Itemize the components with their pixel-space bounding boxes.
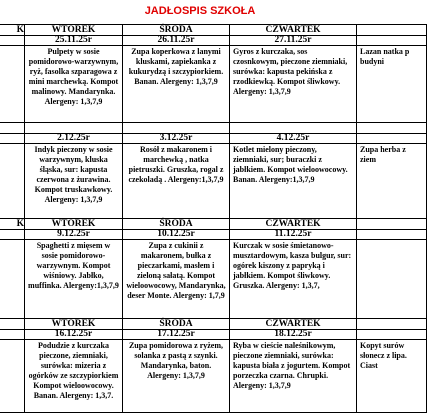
meal-cell [0,340,25,413]
day-name-cell: ŚRODA [123,219,230,230]
meal-description: Lazan natka p budyni [360,47,410,66]
day-name-cell [357,25,427,36]
meal-row [0,240,427,319]
date-cell: 17.12.25r [123,330,230,340]
meal-cell [0,46,25,123]
date-cell: 16.12.25r [25,330,123,340]
day-header-row [0,219,427,230]
meal-row [0,46,427,123]
meal-description [0,340,24,342]
meal-description [357,240,426,242]
meal-cell [230,46,357,123]
day-name-cell: CZWARTEK [230,319,357,330]
day-name-cell: CZWARTEK [230,219,357,230]
date-cell: 18.12.25r [230,330,357,340]
date-cell [357,134,427,144]
meal-cell [357,240,427,319]
meal-description [0,144,24,146]
day-name-cell [357,123,427,134]
date-cell: 26.11.25r [123,36,230,46]
meal-description: Ryba w cieście naleśnikowym, pieczone ziemniaki, surówka: kapusta biała z jogurtem. Kompot porzeczka czarna. Chrupki. Alergeny: 1,3,7,9 [233,341,351,390]
meal-description: Pulpety w sosie pomidorowo-warzywnym, ryż, fasolka szparagowa z mini marchewką. Kompot malinowy. Mandarynka. Alergeny: 1,3,7,9 [28,47,119,106]
date-cell [0,330,25,340]
day-name-cell [123,123,230,134]
meal-cell [25,46,123,123]
meal-cell [230,340,357,413]
meal-description: Kopyt surów słonecz z lipa. Ciast [360,341,407,370]
meal-description: Indyk pieczony w sosie warzywnym, kluska śląska, sur: kapusta czerwona z żurawina. Kompot truskawkowy. Alergeny: 1,3,7,9 [34,145,113,204]
day-name-cell: ŚRODA [123,25,230,36]
meal-cell [230,144,357,219]
day-name-cell [230,123,357,134]
meal-row [0,144,427,219]
date-cell: 10.12.25r [123,230,230,240]
meal-description: Rosół z makaronem i marchewką , natka pietruszki. Gruszka, rogal z czekoladą . Alergeny:1,3,7,9 [128,145,224,184]
day-name-cell: K [0,25,25,36]
meal-cell [25,240,123,319]
meal-cell [357,144,427,219]
date-cell [0,134,25,144]
menu-table [0,24,427,413]
meal-description [0,46,24,48]
page-title: JADŁOSPIS SZKOŁA [144,5,256,17]
day-header-row [0,25,427,36]
meal-description: Kotlet mielony pieczony, ziemniaki, sur; buraczki z jabłkiem. Kompot wieloowocowy. Banan. Alergeny:1,3,7,9 [233,145,348,184]
meal-cell [123,144,230,219]
date-cell [357,36,427,46]
meal-row [0,340,427,413]
date-row [0,230,427,240]
date-cell [0,36,25,46]
day-name-cell: WTOREK [25,25,123,36]
day-name-cell [0,319,25,330]
meal-cell [25,144,123,219]
meal-cell [357,46,427,123]
meal-cell [0,144,25,219]
date-row [0,36,427,46]
day-name-cell: WTOREK [25,219,123,230]
meal-description: Gyros z kurczaka, sos czosnkowym, pieczone ziemniaki, surówka: kapusta pekińska z rzodkiewką. Kompot śliwkowy. Alergeny: 1,3,7,9 [233,47,348,96]
meal-description: Zupa z cukinii z makaronem, bułka z pieczarkami, masłem i zieloną sałatą. Kompot wieloowocowy, Mandarynka, deser Monte. Alergeny: 1,7,9 [126,241,226,300]
day-name-cell [357,319,427,330]
date-row [0,330,427,340]
meal-cell [357,340,427,413]
date-cell [357,330,427,340]
day-header-row [0,123,427,134]
meal-cell [230,240,357,319]
meal-cell [123,240,230,319]
meal-cell [25,340,123,413]
meal-description: Kurczak w sosie śmietanowo-musztardowym, kasza bulgur, sur: ogórek kiszony z papryką i jabłkiem. Kompot śliwkowy. Gruszka. Alergeny: 1,3,7, [233,241,352,290]
day-name-cell: K [0,219,25,230]
meal-description: Zupa koperkowa z lanymi kluskami, zapiekanka z kukurydzą i szczypiorkiem. Banan. Alergeny: 1,3,7,9 [128,47,224,86]
date-cell: 4.12.25r [230,134,357,144]
day-header-row [0,319,427,330]
date-cell [0,230,25,240]
date-cell [357,230,427,240]
meal-cell [123,340,230,413]
meal-cell [0,240,25,319]
day-name-cell: ŚRODA [123,319,230,330]
date-cell: 25.11.25r [25,36,123,46]
day-name-cell [25,123,123,134]
date-cell: 3.12.25r [123,134,230,144]
day-name-cell [0,123,25,134]
day-name-cell [357,219,427,230]
day-name-cell: WTOREK [25,319,123,330]
meal-description: Spaghetti z mięsem w sosie pomidorowo-warzywnym. Kompot wiśniowy. Jabłko, muffinka. Alergeny:1,3,7,9 [28,241,119,290]
date-cell: 27.11.25r [230,36,357,46]
date-cell: 2.12.25r [25,134,123,144]
date-row [0,134,427,144]
day-name-cell: CZWARTEK [230,25,357,36]
meal-description: Zupa pomidorowa z ryżem, solanka z pastą z szynki. Mandarynka, baton. Alergeny: 1,3,7,9 [128,341,224,380]
date-cell: 9.12.25r [25,230,123,240]
meal-description: Podudzie z kurczaka pieczone, ziemniaki, surówka: mizeria z ogórków ze szczypiorkiem Kompot wieloowocowy. Banan. Alergeny: 1,3,7. [28,341,119,400]
date-cell: 11.12.25r [230,230,357,240]
meal-cell [123,46,230,123]
meal-description: Zupa herba z ziem [360,145,406,164]
meal-description [0,240,24,242]
